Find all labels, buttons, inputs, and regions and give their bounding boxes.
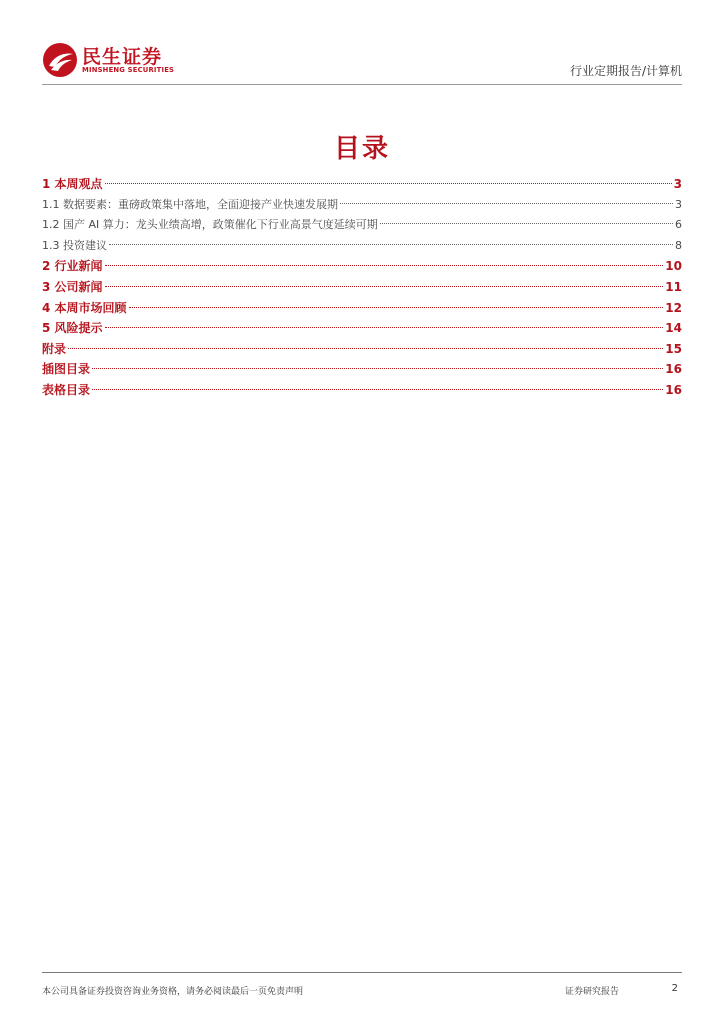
toc-leader-dots (105, 183, 672, 184)
report-type-label: 行业定期报告/计算机 (569, 64, 682, 78)
toc-entry[interactable] (42, 318, 682, 339)
toc-leader-dots (105, 286, 664, 287)
toc-entry-page: 14 (665, 321, 682, 336)
toc-entry[interactable] (42, 174, 682, 195)
logo-english-name: MINSHENG SECURITIES (82, 66, 175, 74)
header-divider (42, 84, 682, 85)
toc-entry[interactable] (42, 359, 682, 380)
toc-entry-number: 4 (42, 300, 51, 315)
toc-entry[interactable] (42, 195, 682, 216)
toc-entry-page: 3 (673, 177, 682, 191)
toc-leader-dots (92, 368, 663, 369)
toc-entry[interactable] (42, 215, 682, 236)
footer-report-label: 证券研究报告 (565, 987, 620, 997)
toc-entry[interactable] (42, 236, 682, 257)
toc-entry[interactable] (42, 277, 682, 298)
page-number: 2 (671, 983, 678, 994)
toc-entry-page: 10 (665, 259, 682, 274)
toc-entry-text: 风险提示 (54, 321, 103, 336)
toc-entry-number: 3 (42, 279, 51, 294)
toc-entry[interactable] (42, 339, 682, 360)
minsheng-logo-icon (42, 42, 78, 78)
footer-disclaimer: 本公司具备证券投资咨询业务资格，请务必阅读最后一页免责声明 (42, 987, 304, 997)
toc-entry-text: 本周市场回顾 (54, 300, 127, 315)
company-logo (42, 40, 182, 78)
toc-entry-number: 5 (42, 321, 51, 336)
toc-entry[interactable] (42, 298, 682, 319)
toc-entry-page: 8 (675, 238, 682, 252)
toc-entry-text: 国产 AI 算力：龙头业绩高增，政策催化下行业高景气度延续可期 (63, 218, 378, 232)
toc-entry-page: 3 (675, 197, 682, 211)
toc-entry-page: 11 (665, 279, 682, 294)
toc-entry-number: 1.3 (42, 238, 60, 252)
page-header (42, 40, 682, 84)
toc-leader-dots (68, 348, 663, 349)
toc-leader-dots (380, 223, 673, 224)
toc-entry-page: 6 (675, 218, 682, 232)
logo-chinese-name: 民生证券 (82, 46, 163, 68)
toc-leader-dots (105, 327, 664, 328)
toc-entry-text: 附录 (42, 341, 67, 356)
toc-leader-dots (109, 244, 673, 245)
toc-entry-text: 数据要素：重磅政策集中落地，全面迎接产业快速发展期 (63, 197, 338, 211)
toc-leader-dots (105, 265, 664, 266)
toc-leader-dots (129, 307, 664, 308)
toc-entry[interactable] (42, 256, 682, 277)
toc-entry-number: 1.1 (42, 197, 60, 211)
footer-divider (42, 972, 682, 973)
toc-entry-page: 12 (665, 300, 682, 315)
toc-entry-number: 2 (42, 259, 51, 274)
toc-leader-dots (92, 389, 663, 390)
toc-entry-page: 15 (665, 341, 682, 356)
toc-entry-page: 16 (665, 362, 682, 377)
toc-title: 目录 (333, 134, 390, 164)
toc-entry-page: 16 (665, 382, 682, 397)
toc-leader-dots (340, 203, 673, 204)
toc-entry-text: 本周观点 (54, 177, 103, 191)
toc-entry-text: 表格目录 (42, 382, 91, 397)
table-of-contents (42, 174, 682, 401)
toc-entry-text: 插图目录 (42, 362, 91, 377)
toc-entry[interactable] (42, 380, 682, 401)
toc-entry-text: 行业新闻 (54, 259, 103, 274)
toc-entry-text: 公司新闻 (54, 279, 103, 294)
toc-entry-number: 1 (42, 177, 51, 191)
toc-entry-text: 投资建议 (63, 238, 107, 252)
toc-entry-number: 1.2 (42, 218, 60, 232)
